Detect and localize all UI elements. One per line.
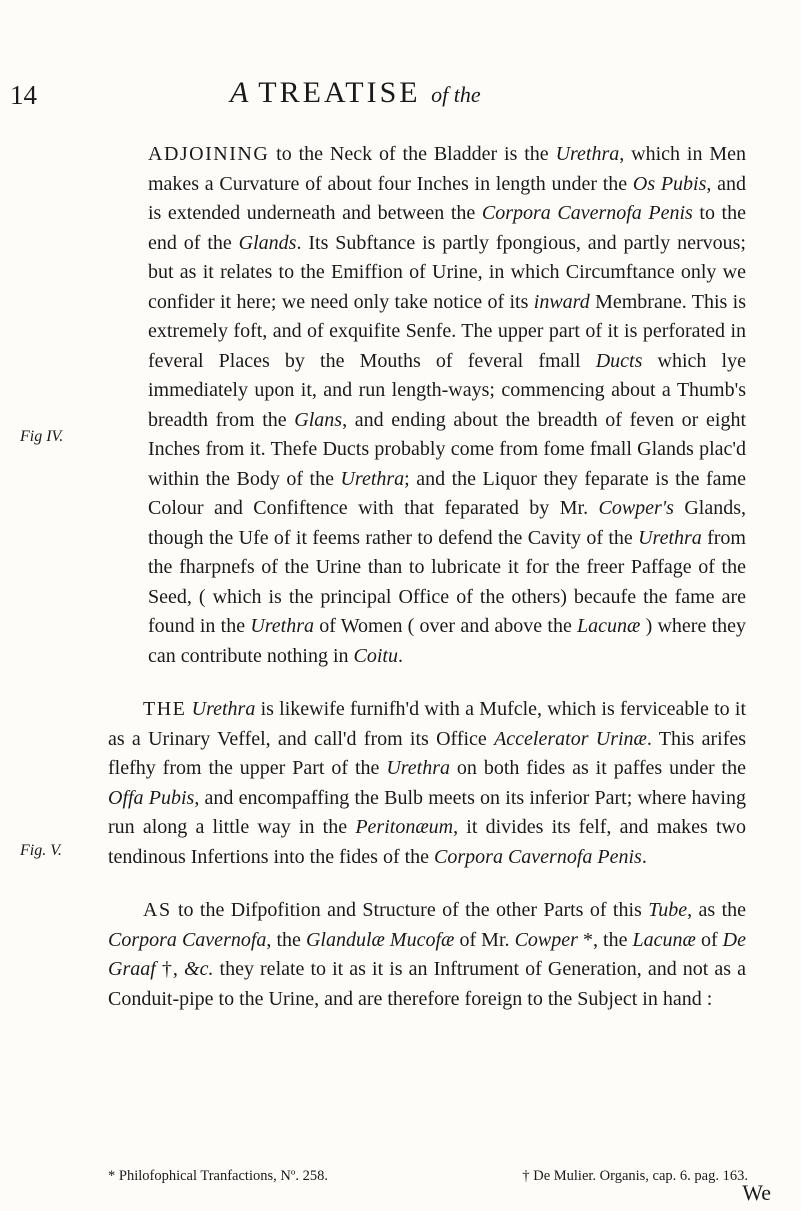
- footnotes: [108, 1168, 748, 1185]
- catchword: We: [742, 1180, 771, 1205]
- margin-note-fig-iv: Fig IV.: [20, 428, 64, 445]
- paragraph-adjoining: ADJOINING to the Neck of the Bladder is the Urethra, which in Men makes a Curvature of about four Inches in length under the Os Pubis, and is extended underneath and between the Corpora Cavernofa Penis to the end of the Glands. Its Subftance is partly fpongious, and partly nervous; but as it relates to the Emiffion of Urine, in which Circumftance only we confider it here; we need only take notice of its inward Membrane. This is extremely foft, and of exquifite Senfe. The upper part of it is perforated in feveral Places by the Mouths of feveral fmall Ducts which lye immediately upon it, and run length-ways; commencing about a Thumb's breadth from the Glans, and ending about the breadth of feven or eight Inches from it. Thefe Ducts probably come from fome fmall Glands plac'd within the Body of the Urethra; and the Liquor they feparate is the fame Colour and Confiftence with that feparated by Mr. Cowper's Glands, though the Ufe of it feems rather to defend the Cavity of the Urethra from the fharpnefs of the Urine than to lubricate it for the freer Paffage of the Seed, ( which is the principal Office of the others) becaufe the fame are found in the Urethra of Women ( over and above the Lacunæ ) where they can contribute nothing in Coitu.: [148, 143, 747, 667]
- footnote-philosophical-transactions: * Philofophical Tranfactions, Nº. 258.: [108, 1168, 328, 1184]
- running-head: [230, 76, 481, 110]
- page-number: 14: [10, 80, 37, 110]
- running-head-treatise: TREATISE: [258, 76, 421, 109]
- footnote-de-mulier: † De Mulier. Organis, cap. 6. pag. 163.: [522, 1168, 748, 1184]
- running-head-of-the: of the: [431, 82, 481, 107]
- margin-note-fig-v: Fig. V.: [20, 842, 62, 859]
- paragraph-the-urethra: THE Urethra is likewife furnifh'd with a Mufcle, which is ferviceable to it as a Urinary Veffel, and call'd from its Office Accelerator Urinæ. This arifes flefhy from the upper Part of the Urethra on both fides as it paffes under the Offa Pubis, and encompaffing the Bulb meets on its inferior Part; where having run along a little way in the Peritonæum, it divides its felf, and makes two tendinous Infertions into the fides of the Corpora Cavernofa Penis.: [108, 698, 747, 868]
- body-text: [108, 140, 746, 1038]
- running-head-a: A: [230, 76, 249, 109]
- paragraph-as-to: AS to the Difpofition and Structure of the other Parts of this Tube, as the Corpora Cavernofa, the Glandulæ Mucofæ of Mr. Cowper *, the Lacunæ of De Graaf †, &c. they relate to it as it is an Inftrument of Generation, and not as a Conduit-pipe to the Urine, and are therefore foreign to the Subject in hand :: [108, 899, 747, 1010]
